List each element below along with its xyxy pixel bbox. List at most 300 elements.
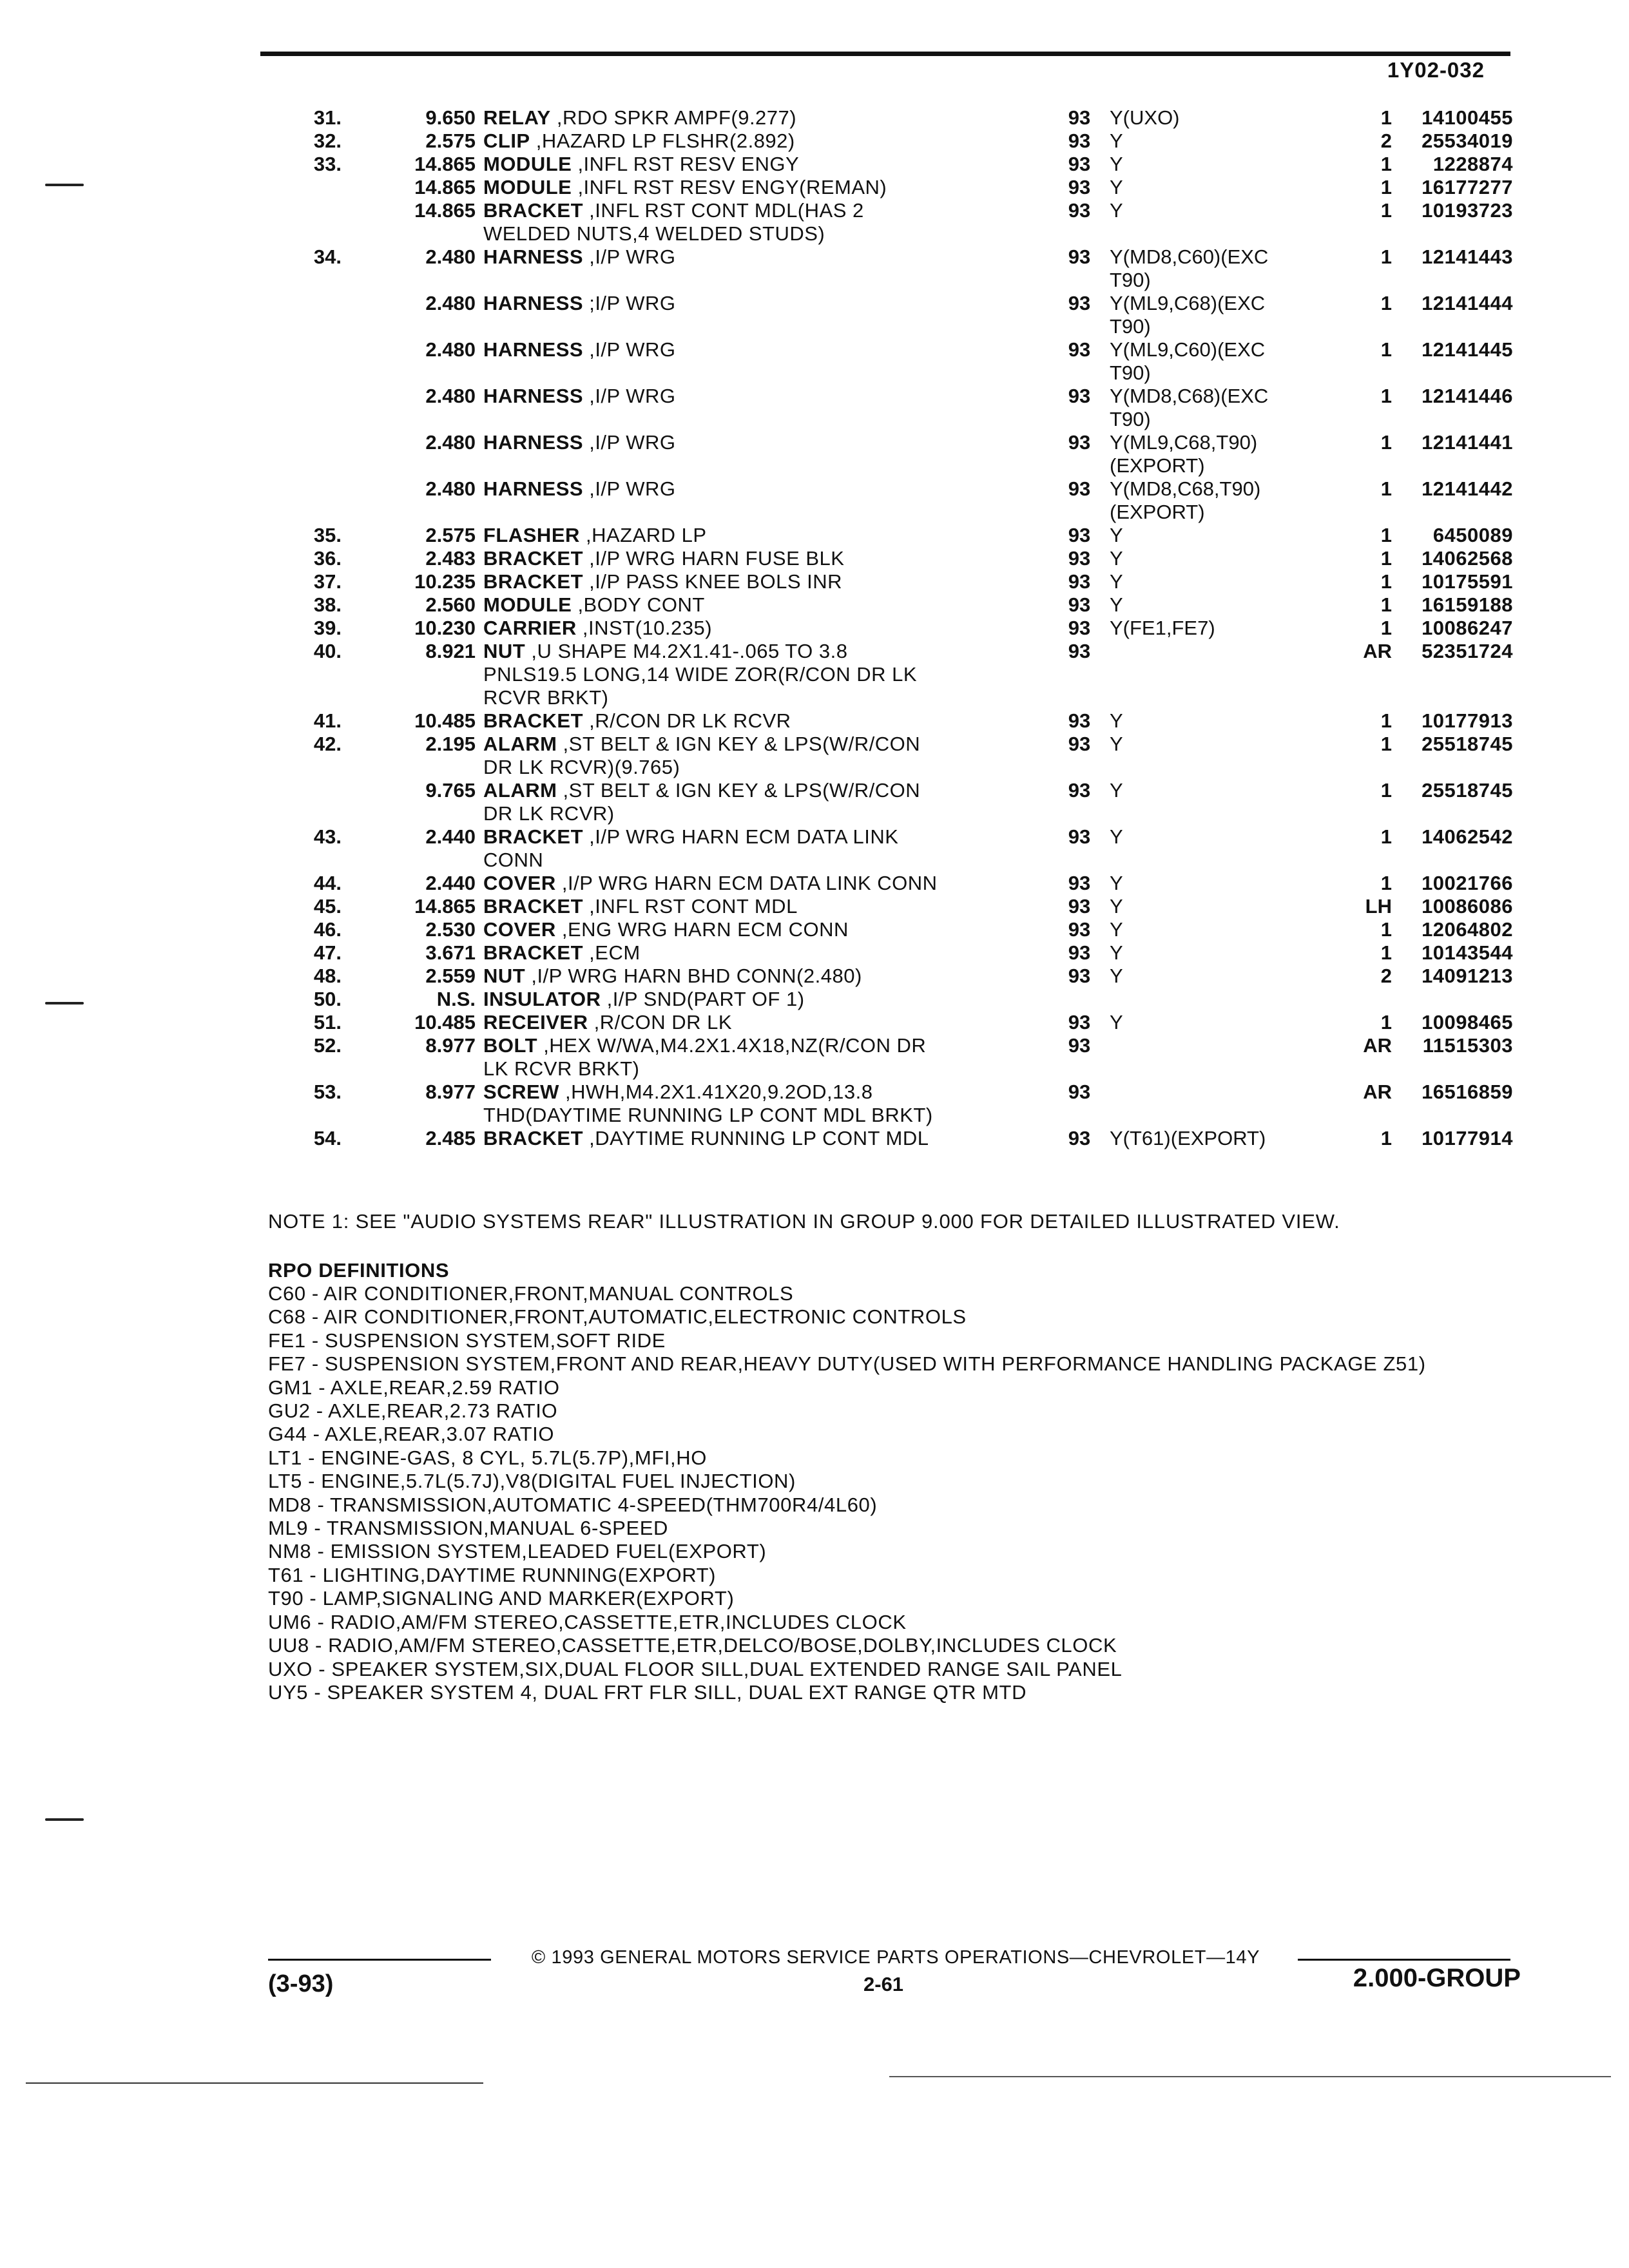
item-number: 35.	[313, 524, 342, 546]
rpo-definitions	[268, 1282, 1544, 1704]
rpo-definition: T61 - LIGHTING,DAYTIME RUNNING(EXPORT)	[268, 1563, 717, 1586]
part-name: FLASHER	[483, 524, 580, 546]
usage-code: Y(ML9,C68,T90) (EXPORT)	[1110, 431, 1258, 477]
rpo-definition: FE7 - SUSPENSION SYSTEM,FRONT AND REAR,HEAVY DUTY(USED WITH PERFORMANCE HANDLING PACKAGE Z51)	[268, 1352, 1426, 1376]
group-number: 2.480	[425, 431, 476, 454]
part-name: BRACKET	[483, 547, 584, 570]
quantity: 1	[1380, 245, 1392, 268]
group-number: 2.483	[425, 547, 476, 570]
margin-punch-mark	[45, 1002, 84, 1004]
quantity: 1	[1380, 338, 1392, 361]
part-name: BRACKET	[483, 199, 584, 222]
part-detail: ,INFL RST RESV ENGY(REMAN)	[572, 176, 887, 198]
footer-rule-left	[268, 1959, 491, 1961]
model-year: 93	[1068, 918, 1091, 941]
copyright: © 1993 GENERAL MOTORS SERVICE PARTS OPERATIONS—CHEVROLET—14Y	[531, 1947, 1260, 1968]
group-number: 9.650	[425, 106, 476, 129]
part-row	[271, 733, 1527, 779]
margin-punch-mark	[45, 1818, 84, 1821]
part-number: 16177277	[1422, 176, 1513, 198]
part-number: 14091213	[1422, 965, 1513, 987]
part-number: 14062568	[1422, 547, 1513, 570]
part-row	[271, 245, 1527, 292]
part-name: CLIP	[483, 130, 530, 152]
item-number: 41.	[313, 709, 342, 732]
model-year: 93	[1068, 617, 1091, 639]
rpo-definition: LT1 - ENGINE-GAS, 8 CYL, 5.7L(5.7P),MFI,HO	[268, 1446, 707, 1469]
quantity: 1	[1380, 431, 1392, 454]
rpo-definition: UM6 - RADIO,AM/FM STEREO,CASSETTE,ETR,INCLUDES CLOCK	[268, 1610, 907, 1633]
group-number: 14.865	[414, 199, 476, 222]
item-number: 54.	[313, 1127, 342, 1149]
rpo-definition: LT5 - ENGINE,5.7L(5.7J),V8(DIGITAL FUEL INJECTION)	[268, 1470, 796, 1493]
quantity: 1	[1380, 1127, 1392, 1149]
part-row	[271, 431, 1527, 477]
margin-punch-mark	[45, 184, 84, 186]
part-row	[271, 779, 1527, 825]
model-year: 93	[1068, 176, 1091, 198]
model-year: 93	[1068, 153, 1091, 175]
item-number: 31.	[313, 106, 342, 129]
part-detail: ,R/CON DR LK RCVR	[583, 709, 791, 732]
usage-code: Y	[1110, 524, 1123, 546]
quantity: 1	[1380, 1011, 1392, 1033]
part-detail: ,BODY CONT	[572, 593, 705, 616]
usage-code: Y	[1110, 547, 1123, 570]
quantity: AR	[1363, 1081, 1392, 1103]
rpo-definition: MD8 - TRANSMISSION,AUTOMATIC 4-SPEED(THM700R4/4L60)	[268, 1493, 878, 1516]
part-name: HARNESS	[483, 431, 584, 454]
quantity: 1	[1380, 593, 1392, 616]
group-number: 2.559	[425, 965, 476, 987]
item-number: 40.	[313, 640, 342, 662]
model-year: 93	[1068, 245, 1091, 268]
usage-code: Y	[1110, 176, 1123, 198]
usage-code: Y(MD8,C60)(EXC T90)	[1110, 245, 1269, 291]
quantity: 1	[1380, 199, 1392, 222]
item-number: 50.	[313, 988, 342, 1010]
group-number: 8.977	[425, 1034, 476, 1057]
part-detail: ,I/P WRG HARN FUSE BLK	[583, 547, 845, 570]
part-name: HARNESS	[483, 292, 584, 314]
quantity: 1	[1380, 918, 1392, 941]
note-text: NOTE 1: SEE "AUDIO SYSTEMS REAR" ILLUSTRATION IN GROUP 9.000 FOR DETAILED ILLUSTRATED VIEW.	[268, 1210, 1340, 1233]
model-year: 93	[1068, 199, 1091, 222]
group-number: 8.921	[425, 640, 476, 662]
model-year: 93	[1068, 106, 1091, 129]
usage-code: Y	[1110, 965, 1123, 987]
part-number: 6450089	[1432, 524, 1513, 546]
revision-date: (3-93)	[268, 1970, 334, 1997]
model-year: 93	[1068, 570, 1091, 593]
part-detail: ,RDO SPKR AMPF(9.277)	[550, 106, 797, 129]
top-rule	[260, 52, 1510, 56]
group-number: 3.671	[425, 941, 476, 964]
rpo-definition: T90 - LAMP,SIGNALING AND MARKER(EXPORT)	[268, 1587, 735, 1610]
part-detail: ,DAYTIME RUNNING LP CONT MDL	[583, 1127, 929, 1149]
part-row	[271, 199, 1527, 245]
model-year: 93	[1068, 1127, 1091, 1149]
part-number: 12141442	[1422, 477, 1513, 500]
part-number: 10143544	[1422, 941, 1513, 964]
model-year: 93	[1068, 385, 1091, 407]
group-number: 8.977	[425, 1081, 476, 1103]
usage-code: Y	[1110, 593, 1123, 616]
part-detail: ,INFL RST CONT MDL	[583, 895, 798, 918]
model-year: 93	[1068, 477, 1091, 500]
model-year: 93	[1068, 524, 1091, 546]
model-year: 93	[1068, 779, 1091, 802]
group-number: 14.865	[414, 176, 476, 198]
part-row	[271, 709, 1527, 733]
bottom-line-right	[889, 2076, 1611, 2077]
bottom-line-left	[26, 2082, 483, 2084]
group-number: 2.480	[425, 292, 476, 314]
quantity: 1	[1380, 106, 1392, 129]
part-detail: ,INST(10.235)	[576, 617, 713, 639]
item-number: 48.	[313, 965, 342, 987]
parts-list	[271, 106, 1527, 1150]
quantity: 1	[1380, 941, 1392, 964]
quantity: 1	[1380, 153, 1392, 175]
model-year: 93	[1068, 872, 1091, 894]
part-row	[271, 1034, 1527, 1081]
item-number: 53.	[313, 1081, 342, 1103]
item-number: 38.	[313, 593, 342, 616]
quantity: 1	[1380, 709, 1392, 732]
part-number: 52351724	[1422, 640, 1513, 662]
part-name: RECEIVER	[483, 1011, 588, 1033]
group-number: 2.440	[425, 825, 476, 848]
part-name: MODULE	[483, 176, 572, 198]
part-number: 12141446	[1422, 385, 1513, 407]
part-row	[271, 640, 1527, 709]
part-name: BRACKET	[483, 825, 584, 848]
model-year: 93	[1068, 825, 1091, 848]
group-number: 2.480	[425, 385, 476, 407]
group-number: 2.530	[425, 918, 476, 941]
group-number: 2.440	[425, 872, 476, 894]
model-year: 93	[1068, 1011, 1091, 1033]
group-number: 14.865	[414, 153, 476, 175]
part-name: BOLT	[483, 1034, 538, 1057]
quantity: 1	[1380, 779, 1392, 802]
part-name: HARNESS	[483, 477, 584, 500]
part-name: MODULE	[483, 153, 572, 175]
part-number: 16516859	[1422, 1081, 1513, 1103]
group-number: 10.485	[414, 709, 476, 732]
part-row	[271, 1081, 1527, 1127]
quantity: 2	[1380, 965, 1392, 987]
item-number: 45.	[313, 895, 342, 918]
part-row	[271, 988, 1527, 1011]
part-row	[271, 153, 1527, 176]
rpo-definition: UXO - SPEAKER SYSTEM,SIX,DUAL FLOOR SILL,DUAL EXTENDED RANGE SAIL PANEL	[268, 1657, 1123, 1680]
part-row	[271, 106, 1527, 130]
part-name: INSULATOR	[483, 988, 601, 1010]
part-detail: ,HAZARD LP	[579, 524, 707, 546]
part-name: SCREW	[483, 1081, 559, 1103]
model-year: 93	[1068, 593, 1091, 616]
rpo-definition: UU8 - RADIO,AM/FM STEREO,CASSETTE,ETR,DELCO/BOSE,DOLBY,INCLUDES CLOCK	[268, 1634, 1117, 1657]
footer-rule-right	[1298, 1959, 1510, 1961]
usage-code: Y	[1110, 1011, 1123, 1033]
part-row	[271, 524, 1527, 547]
part-detail: ,I/P WRG HARN BHD CONN(2.480)	[525, 965, 862, 987]
part-row	[271, 872, 1527, 895]
model-year: 93	[1068, 640, 1091, 662]
rpo-definition: FE1 - SUSPENSION SYSTEM,SOFT RIDE	[268, 1329, 666, 1352]
item-number: 34.	[313, 245, 342, 268]
part-detail: ,ST BELT & IGN KEY & LPS(W/R/CON DR LK RCVR)	[483, 779, 921, 825]
usage-code: Y	[1110, 825, 1123, 848]
part-name: COVER	[483, 872, 556, 894]
part-number: 12141444	[1422, 292, 1513, 314]
part-name: HARNESS	[483, 245, 584, 268]
usage-code: Y(FE1,FE7)	[1110, 617, 1215, 639]
part-name: BRACKET	[483, 895, 584, 918]
model-year: 93	[1068, 941, 1091, 964]
usage-code: Y	[1110, 199, 1123, 222]
quantity: AR	[1363, 1034, 1392, 1057]
part-detail: ,I/P WRG	[583, 338, 676, 361]
part-row	[271, 965, 1527, 988]
model-year: 93	[1068, 709, 1091, 732]
part-row	[271, 593, 1527, 617]
rpo-title: RPO DEFINITIONS	[268, 1259, 450, 1282]
part-name: BRACKET	[483, 941, 584, 964]
item-number: 39.	[313, 617, 342, 639]
quantity: 1	[1380, 733, 1392, 755]
part-number: 10175591	[1422, 570, 1513, 593]
part-detail: ,HAZARD LP FLSHR(2.892)	[530, 130, 795, 152]
part-row	[271, 617, 1527, 640]
part-name: MODULE	[483, 593, 572, 616]
model-year: 93	[1068, 130, 1091, 152]
usage-code: Y	[1110, 709, 1123, 732]
usage-code: Y	[1110, 872, 1123, 894]
part-number: 16159188	[1422, 593, 1513, 616]
part-number: 25534019	[1422, 130, 1513, 152]
part-row	[271, 176, 1527, 199]
usage-code: Y(UXO)	[1110, 106, 1180, 129]
part-row	[271, 895, 1527, 918]
quantity: AR	[1363, 640, 1392, 662]
usage-code: Y	[1110, 779, 1123, 802]
quantity: 1	[1380, 176, 1392, 198]
model-year: 93	[1068, 733, 1091, 755]
rpo-definition: GM1 - AXLE,REAR,2.59 RATIO	[268, 1376, 560, 1399]
part-number: 10086247	[1422, 617, 1513, 639]
part-row	[271, 1127, 1527, 1150]
part-detail: ,I/P WRG HARN ECM DATA LINK CONN	[555, 872, 938, 894]
item-number: 42.	[313, 733, 342, 755]
item-number: 36.	[313, 547, 342, 570]
part-detail: ,I/P WRG	[583, 431, 676, 454]
quantity: 2	[1380, 130, 1392, 152]
quantity: 1	[1380, 524, 1392, 546]
part-row	[271, 1011, 1527, 1034]
part-name: NUT	[483, 965, 526, 987]
group-number: 2.480	[425, 477, 476, 500]
part-detail: ;I/P WRG	[583, 292, 676, 314]
part-name: CARRIER	[483, 617, 577, 639]
part-detail: ,INFL RST RESV ENGY	[572, 153, 800, 175]
item-number: 33.	[313, 153, 342, 175]
part-row	[271, 338, 1527, 385]
group-number: 9.765	[425, 779, 476, 802]
part-row	[271, 570, 1527, 593]
part-number: 25518745	[1422, 733, 1513, 755]
part-row	[271, 941, 1527, 965]
part-name: RELAY	[483, 106, 551, 129]
part-name: BRACKET	[483, 1127, 584, 1149]
usage-code: Y	[1110, 918, 1123, 941]
usage-code: Y	[1110, 570, 1123, 593]
group-number: 14.865	[414, 895, 476, 918]
part-detail: ,ECM	[583, 941, 641, 964]
part-number: 10021766	[1422, 872, 1513, 894]
quantity: 1	[1380, 547, 1392, 570]
part-number: 10177914	[1422, 1127, 1513, 1149]
page-code: 1Y02-032	[1387, 58, 1485, 82]
quantity: LH	[1365, 895, 1392, 918]
usage-code: Y(MD8,C68,T90) (EXPORT)	[1110, 477, 1261, 523]
part-row	[271, 130, 1527, 153]
group-number: N.S.	[436, 988, 476, 1010]
rpo-definition: UY5 - SPEAKER SYSTEM 4, DUAL FRT FLR SILL, DUAL EXT RANGE QTR MTD	[268, 1680, 1027, 1704]
quantity: 1	[1380, 617, 1392, 639]
part-number: 14100455	[1422, 106, 1513, 129]
rpo-definition: ML9 - TRANSMISSION,MANUAL 6-SPEED	[268, 1517, 668, 1540]
part-row	[271, 918, 1527, 941]
group-number: 2.575	[425, 524, 476, 546]
usage-code: Y(MD8,C68)(EXC T90)	[1110, 385, 1269, 430]
part-number: 25518745	[1422, 779, 1513, 802]
model-year: 93	[1068, 338, 1091, 361]
part-row	[271, 825, 1527, 872]
part-detail: ,INFL RST CONT MDL(HAS 2 WELDED NUTS,4 WELDED STUDS)	[483, 199, 864, 245]
part-name: HARNESS	[483, 338, 584, 361]
part-number: 12141445	[1422, 338, 1513, 361]
part-name: HARNESS	[483, 385, 584, 407]
usage-code: Y	[1110, 895, 1123, 918]
item-number: 51.	[313, 1011, 342, 1033]
part-number: 11515303	[1422, 1034, 1513, 1057]
part-number: 10086086	[1422, 895, 1513, 918]
part-detail: ,ENG WRG HARN ECM CONN	[555, 918, 849, 941]
part-detail: ,I/P WRG	[583, 245, 676, 268]
group-number: 2.195	[425, 733, 476, 755]
item-number: 44.	[313, 872, 342, 894]
quantity: 1	[1380, 872, 1392, 894]
part-detail: ,HWH,M4.2X1.41X20,9.2OD,13.8 THD(DAYTIME RUNNING LP CONT MDL BRKT)	[483, 1081, 933, 1126]
part-number: 12141441	[1422, 431, 1513, 454]
model-year: 93	[1068, 1081, 1091, 1103]
part-name: BRACKET	[483, 570, 584, 593]
group-name: 2.000-GROUP	[1353, 1964, 1521, 1992]
item-number: 47.	[313, 941, 342, 964]
part-name: COVER	[483, 918, 556, 941]
model-year: 93	[1068, 1034, 1091, 1057]
item-number: 32.	[313, 130, 342, 152]
part-name: ALARM	[483, 733, 557, 755]
part-row	[271, 547, 1527, 570]
rpo-definition: C60 - AIR CONDITIONER,FRONT,MANUAL CONTROLS	[268, 1282, 794, 1305]
page-number: 2-61	[863, 1973, 904, 1995]
part-name: NUT	[483, 640, 526, 662]
part-detail: ,I/P WRG	[583, 477, 676, 500]
group-number: 2.480	[425, 338, 476, 361]
part-number: 10193723	[1422, 199, 1513, 222]
group-number: 2.480	[425, 245, 476, 268]
group-number: 2.560	[425, 593, 476, 616]
part-detail: ,HEX W/WA,M4.2X1.4X18,NZ(R/CON DR LK RCVR BRKT)	[483, 1034, 927, 1080]
group-number: 10.230	[414, 617, 476, 639]
group-number: 10.235	[414, 570, 476, 593]
usage-code: Y(ML9,C60)(EXC T90)	[1110, 338, 1266, 384]
part-row	[271, 292, 1527, 338]
part-detail: ,I/P WRG	[583, 385, 676, 407]
usage-code: Y	[1110, 153, 1123, 175]
part-detail: ,I/P SND(PART OF 1)	[601, 988, 805, 1010]
model-year: 93	[1068, 292, 1091, 314]
part-number: 1228874	[1432, 153, 1513, 175]
group-number: 2.575	[425, 130, 476, 152]
quantity: 1	[1380, 292, 1392, 314]
item-number: 46.	[313, 918, 342, 941]
quantity: 1	[1380, 825, 1392, 848]
rpo-definition: C68 - AIR CONDITIONER,FRONT,AUTOMATIC,ELECTRONIC CONTROLS	[268, 1305, 967, 1329]
part-row	[271, 477, 1527, 524]
usage-code: Y	[1110, 130, 1123, 152]
part-number: 10177913	[1422, 709, 1513, 732]
part-number: 14062542	[1422, 825, 1513, 848]
item-number: 52.	[313, 1034, 342, 1057]
part-number: 10098465	[1422, 1011, 1513, 1033]
quantity: 1	[1380, 385, 1392, 407]
part-name: ALARM	[483, 779, 557, 802]
usage-code: Y(ML9,C68)(EXC T90)	[1110, 292, 1266, 338]
rpo-definition: NM8 - EMISSION SYSTEM,LEADED FUEL(EXPORT)	[268, 1540, 767, 1563]
part-name: BRACKET	[483, 709, 584, 732]
usage-code: Y	[1110, 941, 1123, 964]
usage-code: Y	[1110, 733, 1123, 755]
item-number: 43.	[313, 825, 342, 848]
part-detail: ,ST BELT & IGN KEY & LPS(W/R/CON DR LK RCVR)(9.765)	[483, 733, 921, 778]
group-number: 2.485	[425, 1127, 476, 1149]
usage-code: Y(T61)(EXPORT)	[1110, 1127, 1266, 1149]
quantity: 1	[1380, 570, 1392, 593]
part-number: 12141443	[1422, 245, 1513, 268]
part-number: 12064802	[1422, 918, 1513, 941]
model-year: 93	[1068, 431, 1091, 454]
rpo-definition: G44 - AXLE,REAR,3.07 RATIO	[268, 1423, 555, 1446]
part-detail: ,U SHAPE M4.2X1.41-.065 TO 3.8 PNLS19.5 LONG,14 WIDE ZOR(R/CON DR LK RCVR BRKT)	[483, 640, 918, 709]
part-description	[483, 988, 1218, 1011]
item-number: 37.	[313, 570, 342, 593]
model-year: 93	[1068, 547, 1091, 570]
part-detail: ,I/P WRG HARN ECM DATA LINK CONN	[483, 825, 899, 871]
group-number: 10.485	[414, 1011, 476, 1033]
part-detail: ,I/P PASS KNEE BOLS INR	[583, 570, 842, 593]
model-year: 93	[1068, 895, 1091, 918]
quantity: 1	[1380, 477, 1392, 500]
part-detail: ,R/CON DR LK	[588, 1011, 733, 1033]
model-year: 93	[1068, 965, 1091, 987]
rpo-definition: GU2 - AXLE,REAR,2.73 RATIO	[268, 1399, 558, 1423]
part-row	[271, 385, 1527, 431]
